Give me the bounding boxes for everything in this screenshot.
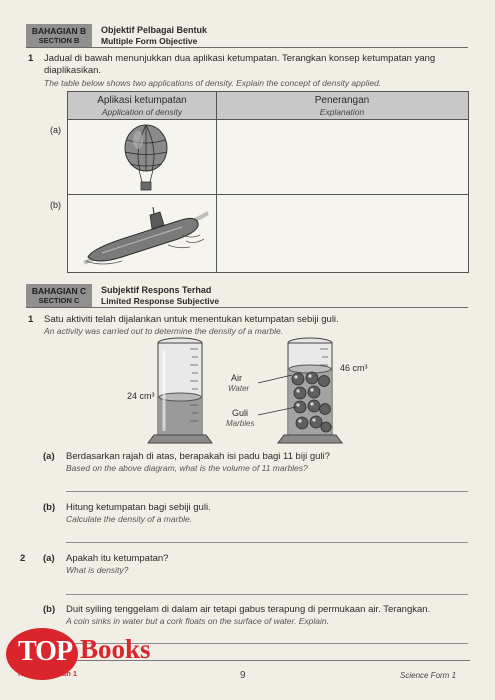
part-a-text: Berdasarkan rajah di atas, berapakah isi padu bagi 11 biji guli?: [66, 451, 330, 462]
part-b-text: Hitung ketumpatan bagi sebiji guli.: [66, 502, 211, 513]
question-translation: An activity was carried out to determine the density of a marble.: [44, 326, 284, 336]
q2-part-b-translation: A coin sinks in water but a cork floats on the surface of water. Explain.: [66, 616, 329, 626]
question-number: 1: [28, 314, 34, 325]
question-translation: The table below shows two applications of density. Explain the concept of density applied.: [44, 78, 382, 88]
answer-line[interactable]: [66, 542, 468, 543]
column-divider: [216, 92, 217, 272]
section-b-rule: [26, 47, 468, 48]
question-text: Jadual di bawah menunjukkan dua aplikasi ketumpatan. Terangkan konsep ketumpatan yang diaplikasikan.: [44, 53, 436, 76]
right-volume-label: 46 cm³: [340, 363, 368, 373]
question-text: Satu aktiviti telah dijalankan untuk menentukan ketumpatan sebiji guli.: [44, 314, 339, 325]
section-c-title: Subjektif Respons Terhad: [101, 285, 212, 295]
measuring-cylinders-diagram: [140, 335, 360, 450]
part-label-a: (a): [43, 553, 55, 564]
book-title: Science Form 1: [400, 671, 457, 680]
section-c-badge: BAHAGIAN C SECTION C: [26, 284, 92, 307]
q2-part-a-translation: What is density?: [66, 565, 129, 575]
left-cylinder: [148, 338, 212, 443]
water-label: Water: [228, 384, 250, 393]
col-application-en: Application of density: [101, 107, 183, 117]
part-label-b: (b): [43, 502, 56, 513]
marbles-label: Marbles: [226, 419, 255, 428]
question-number: 1: [28, 53, 34, 64]
part-a-translation: Based on the above diagram, what is the volume of 11 marbles?: [66, 463, 308, 473]
q2-part-a-text: Apakah itu ketumpatan?: [66, 553, 169, 564]
row-label-a: (a): [50, 125, 61, 135]
density-application-table: [67, 91, 469, 273]
answer-line[interactable]: [66, 594, 468, 595]
logo-books-text: Books: [80, 634, 151, 664]
section-c-subtitle: Limited Response Subjective: [101, 296, 220, 306]
col-application-title: Aplikasi ketumpatan: [97, 95, 187, 106]
part-b-translation: Calculate the density of a marble.: [66, 514, 193, 524]
question-number: 2: [20, 553, 26, 564]
submarine-icon: [82, 205, 210, 267]
section-c-rule: [26, 307, 468, 308]
left-volume-label: 24 cm³: [127, 391, 155, 401]
part-label-a: (a): [43, 451, 55, 462]
guli-label: Guli: [232, 408, 249, 418]
section-b-badge: BAHAGIAN B SECTION B: [26, 24, 92, 47]
row-divider: [68, 194, 468, 195]
col-explanation-title: Penerangan: [314, 95, 370, 106]
water-pointer: [258, 375, 292, 383]
hot-air-balloon-icon: [116, 124, 176, 192]
air-label: Air: [231, 373, 242, 383]
col-explanation-en: Explanation: [319, 107, 365, 117]
part-label-b: (b): [43, 604, 56, 615]
section-b-subtitle: Multiple Form Objective: [101, 36, 198, 46]
q2-part-b-text: Duit syiling tenggelam di dalam air tetapi gabus terapung di permukaan air. Terangkan.: [66, 604, 431, 615]
row-label-b: (b): [50, 200, 61, 210]
answer-line[interactable]: [66, 491, 468, 492]
logo-top-text: TOP: [18, 636, 73, 667]
right-cylinder: [278, 338, 342, 443]
page-number: 9: [240, 670, 246, 681]
logo-subtitle: New Tingkatan 1: [18, 669, 78, 678]
section-b-title: Objektif Pelbagai Bentuk: [101, 25, 208, 35]
